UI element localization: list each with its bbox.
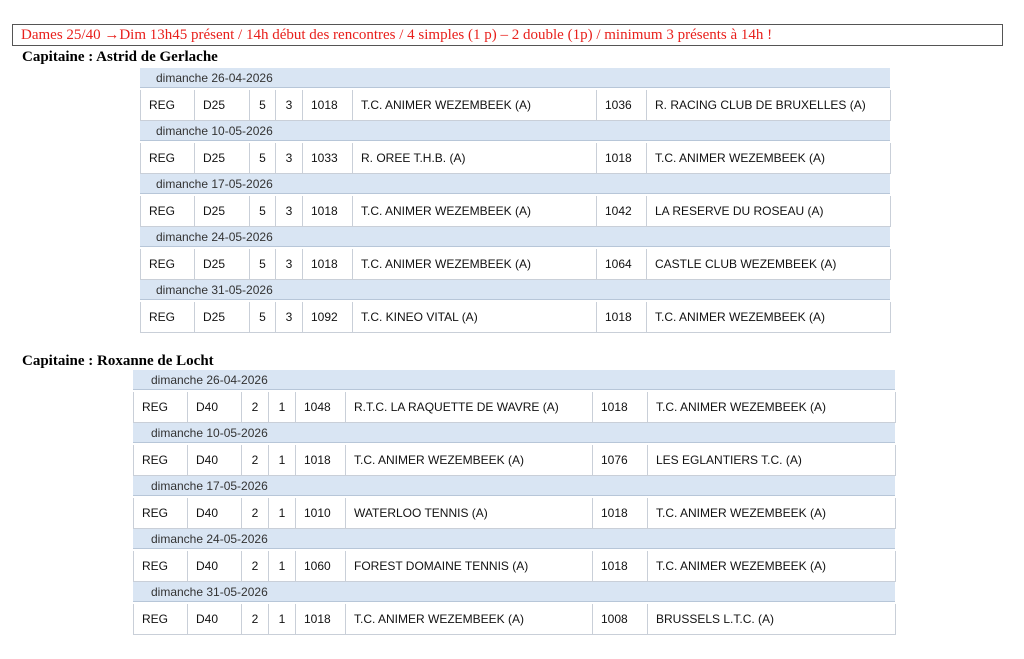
division-cell: D40 [188, 551, 242, 582]
captain-heading: Capitaine : Astrid de Gerlache [22, 49, 218, 65]
match-row [141, 302, 891, 333]
group-cell: 1 [269, 392, 296, 423]
home-team-cell: WATERLOO TENNIS (A) [346, 498, 593, 529]
home-club-number-cell: 1033 [303, 143, 353, 174]
group-cell: 3 [276, 143, 303, 174]
match-row [141, 143, 891, 174]
away-club-number-cell: 1008 [593, 604, 648, 635]
category-cell: REG [141, 302, 195, 333]
category-cell: REG [141, 90, 195, 121]
home-team-cell: R.T.C. LA RAQUETTE DE WAVRE (A) [346, 392, 593, 423]
schedule-info-banner: Dames 25/40 →Dim 13h45 présent / 14h début des rencontres / 4 simples (1 p) – 2 double (1p) / minimum 3 présents à 14h ! [12, 24, 1003, 46]
match-row [141, 90, 891, 121]
away-club-number-cell: 1036 [597, 90, 647, 121]
home-club-number-cell: 1018 [303, 196, 353, 227]
home-club-number-cell: 1048 [296, 392, 346, 423]
division-cell: D25 [195, 196, 250, 227]
group-cell: 1 [269, 445, 296, 476]
home-club-number-cell: 1018 [303, 249, 353, 280]
category-cell: REG [134, 551, 188, 582]
match-date-row: dimanche 10-05-2026 [140, 121, 890, 141]
match-schedule-group [133, 370, 895, 635]
away-team-cell: T.C. ANIMER WEZEMBEEK (A) [647, 143, 891, 174]
away-club-number-cell: 1018 [593, 498, 648, 529]
match-schedule-group [140, 68, 890, 333]
match-row [134, 498, 896, 529]
match-date-row: dimanche 26-04-2026 [133, 370, 895, 390]
division-cell: D40 [188, 445, 242, 476]
home-team-cell: T.C. ANIMER WEZEMBEEK (A) [353, 249, 597, 280]
away-club-number-cell: 1018 [597, 302, 647, 333]
series-cell: 5 [250, 302, 276, 333]
category-cell: REG [134, 604, 188, 635]
group-cell: 1 [269, 604, 296, 635]
category-cell: REG [141, 143, 195, 174]
match-date-row: dimanche 26-04-2026 [140, 68, 890, 88]
away-team-cell: CASTLE CLUB WEZEMBEEK (A) [647, 249, 891, 280]
division-cell: D25 [195, 249, 250, 280]
home-club-number-cell: 1060 [296, 551, 346, 582]
match-table [140, 196, 891, 227]
away-team-cell: T.C. ANIMER WEZEMBEEK (A) [648, 551, 896, 582]
away-club-number-cell: 1018 [593, 551, 648, 582]
home-team-cell: T.C. ANIMER WEZEMBEEK (A) [353, 90, 597, 121]
match-date-row: dimanche 31-05-2026 [140, 280, 890, 300]
home-team-cell: T.C. KINEO VITAL (A) [353, 302, 597, 333]
series-cell: 2 [242, 551, 269, 582]
home-team-cell: FOREST DOMAINE TENNIS (A) [346, 551, 593, 582]
home-club-number-cell: 1018 [296, 445, 346, 476]
home-team-cell: T.C. ANIMER WEZEMBEEK (A) [346, 604, 593, 635]
match-table [133, 445, 896, 476]
series-cell: 5 [250, 90, 276, 121]
group-cell: 3 [276, 249, 303, 280]
away-team-cell: T.C. ANIMER WEZEMBEEK (A) [648, 498, 896, 529]
home-team-cell: T.C. ANIMER WEZEMBEEK (A) [353, 196, 597, 227]
group-cell: 1 [269, 498, 296, 529]
division-cell: D40 [188, 604, 242, 635]
match-table [140, 249, 891, 280]
series-cell: 5 [250, 196, 276, 227]
series-cell: 2 [242, 498, 269, 529]
match-table [140, 90, 891, 121]
away-club-number-cell: 1018 [593, 392, 648, 423]
match-date-row: dimanche 24-05-2026 [133, 529, 895, 549]
group-cell: 3 [276, 90, 303, 121]
match-table [133, 392, 896, 423]
category-cell: REG [134, 392, 188, 423]
match-table [133, 498, 896, 529]
home-team-cell: R. OREE T.H.B. (A) [353, 143, 597, 174]
away-team-cell: LES EGLANTIERS T.C. (A) [648, 445, 896, 476]
home-club-number-cell: 1018 [303, 90, 353, 121]
match-row [134, 604, 896, 635]
series-cell: 2 [242, 392, 269, 423]
match-table [133, 604, 896, 635]
category-cell: REG [141, 196, 195, 227]
away-club-number-cell: 1018 [597, 143, 647, 174]
series-cell: 2 [242, 445, 269, 476]
series-cell: 5 [250, 143, 276, 174]
match-row [141, 249, 891, 280]
series-cell: 2 [242, 604, 269, 635]
category-cell: REG [134, 498, 188, 529]
match-table [140, 302, 891, 333]
away-team-cell: T.C. ANIMER WEZEMBEEK (A) [648, 392, 896, 423]
category-cell: REG [134, 445, 188, 476]
division-cell: D25 [195, 143, 250, 174]
home-team-cell: T.C. ANIMER WEZEMBEEK (A) [346, 445, 593, 476]
match-row [134, 551, 896, 582]
captain-heading: Capitaine : Roxanne de Locht [22, 353, 214, 369]
category-cell: REG [141, 249, 195, 280]
away-team-cell: R. RACING CLUB DE BRUXELLES (A) [647, 90, 891, 121]
match-date-row: dimanche 10-05-2026 [133, 423, 895, 443]
series-cell: 5 [250, 249, 276, 280]
division-cell: D40 [188, 498, 242, 529]
match-date-row: dimanche 31-05-2026 [133, 582, 895, 602]
match-table [133, 551, 896, 582]
division-cell: D25 [195, 90, 250, 121]
home-club-number-cell: 1018 [296, 604, 346, 635]
home-club-number-cell: 1092 [303, 302, 353, 333]
match-row [134, 445, 896, 476]
division-cell: D40 [188, 392, 242, 423]
away-team-cell: BRUSSELS L.T.C. (A) [648, 604, 896, 635]
away-team-cell: T.C. ANIMER WEZEMBEEK (A) [647, 302, 891, 333]
division-cell: D25 [195, 302, 250, 333]
away-team-cell: LA RESERVE DU ROSEAU (A) [647, 196, 891, 227]
match-date-row: dimanche 24-05-2026 [140, 227, 890, 247]
away-club-number-cell: 1064 [597, 249, 647, 280]
group-cell: 3 [276, 196, 303, 227]
group-cell: 1 [269, 551, 296, 582]
home-club-number-cell: 1010 [296, 498, 346, 529]
match-table [140, 143, 891, 174]
match-row [134, 392, 896, 423]
match-row [141, 196, 891, 227]
match-date-row: dimanche 17-05-2026 [133, 476, 895, 496]
away-club-number-cell: 1042 [597, 196, 647, 227]
group-cell: 3 [276, 302, 303, 333]
match-date-row: dimanche 17-05-2026 [140, 174, 890, 194]
away-club-number-cell: 1076 [593, 445, 648, 476]
